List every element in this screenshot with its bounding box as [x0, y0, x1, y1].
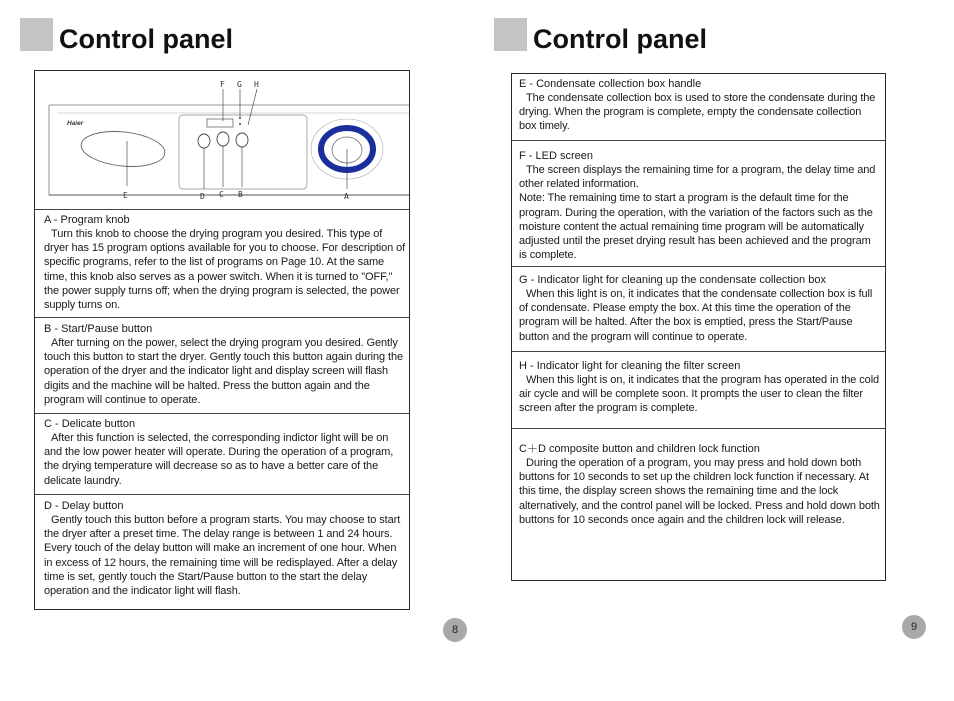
left-page-title: Control panel [59, 24, 233, 54]
section-body: When this light is on, it indicates that the program has operated in the cold air cycle and will be complete soon. It prompts the user to clean the filter screen after the program is complete. [519, 374, 880, 415]
separator [512, 266, 885, 267]
section-title: F - LED screen [519, 150, 593, 162]
section-a-program-knob [35, 213, 409, 312]
control-panel-illustration [35, 71, 409, 209]
section-f-led-screen [512, 149, 885, 262]
section-note: Note: The remaining time to start a program is the default time for the program. During the operation, with the variation of the factors such as the moisture content the actual remaining time program will be automatically adjusted until the preset drying result has been achieved and the program is complete. [519, 192, 873, 262]
right-header-square [494, 18, 527, 51]
label-A: A [344, 192, 349, 201]
left-page-number: 8 [443, 618, 467, 642]
section-c-delicate [35, 417, 409, 488]
section-body: After this function is selected, the corresponding indictor light will be on and the low power heater will operate. During the operation of a program, the drying temperature will decrease so as to have a better care of the delicate laundry. [44, 432, 394, 487]
label-C: C [219, 190, 224, 199]
section-g-condensate-light [512, 273, 885, 344]
section-title: A - Program knob [44, 214, 130, 226]
separator [35, 209, 409, 210]
label-E: E [123, 191, 128, 200]
separator [35, 317, 409, 318]
control-panel-diagram [35, 71, 409, 209]
section-e-condensate-handle [512, 77, 885, 134]
section-title: C＋D composite button and children lock function [519, 443, 760, 455]
section-title: E - Condensate collection box handle [519, 78, 702, 90]
section-body: The screen displays the remaining time for a program, the delay time and other related information. [519, 164, 876, 191]
section-title: D - Delay button [44, 500, 124, 512]
section-b-start-pause [35, 322, 409, 407]
section-title: G - Indicator light for cleaning up the condensate collection box [519, 274, 826, 286]
section-children-lock [512, 442, 885, 527]
section-title: H - Indicator light for cleaning the filter screen [519, 360, 741, 372]
section-body: Turn this knob to choose the drying program you desired. This type of dryer has 15 program options available for you to choose. For description of specific programs, refer to the list of programs on Page 10. At the same time, this knob also serves as a power switch. When it is turned to "OFF," the power supply turns off; when the drying program is selected, the power supply turns on. [44, 228, 406, 312]
section-h-filter-light [512, 359, 885, 416]
label-G: G [237, 80, 242, 89]
section-title: C - Delicate button [44, 418, 136, 430]
right-page-title: Control panel [533, 24, 707, 54]
label-H: H [254, 80, 259, 89]
separator [35, 494, 409, 495]
label-B: B [238, 190, 243, 199]
brand-logo: Haier [67, 120, 84, 127]
separator [512, 351, 885, 352]
right-panel [511, 73, 886, 581]
section-body: The condensate collection box is used to store the condensate during the drying. When the program is complete, empty the condensate collection box timely. [519, 92, 876, 133]
label-F: F [220, 80, 225, 89]
section-d-delay [35, 499, 409, 598]
section-body: During the operation of a program, you may press and hold down both buttons for 10 seconds to set up the children lock function if necessary. At this time, the display screen shows the remaining time and the lock alternatively, and the control panel will be locked. Press and hold down both buttons for 10 seconds once again and the children lock will release. [519, 457, 880, 526]
left-panel [34, 70, 410, 610]
label-D: D [200, 192, 205, 201]
section-title: B - Start/Pause button [44, 323, 153, 335]
separator [512, 428, 885, 429]
section-body: Gently touch this button before a program starts. You may choose to start the dryer after a preset time. The delay range is between 1 and 24 hours. Every touch of the delay button will make an increment of one hour. When in excess of 12 hours, the remaining time will be redisplayed. After a delay time is set, gently touch the Start/Pause button to the start the delay operation and the indicator light will flash. [44, 514, 401, 598]
right-page-number: 9 [902, 615, 926, 639]
separator [512, 140, 885, 141]
separator [35, 413, 409, 414]
section-body: After turning on the power, select the drying program you desired. Gently touch this button to start the dryer. Gently touch this button again during the operation of the dryer and the indicator light and display screen will flash digits and the machine will be halted. Press the button again and the program will continue to operate. [44, 337, 403, 406]
section-body: When this light is on, it indicates that the condensate collection box is full of condensate. Please empty the box. At this time the operation of the program will be halted. After the box is emptied, press the Start/Pause button and the program will continue to operate. [519, 288, 873, 343]
left-header-square [20, 18, 53, 51]
